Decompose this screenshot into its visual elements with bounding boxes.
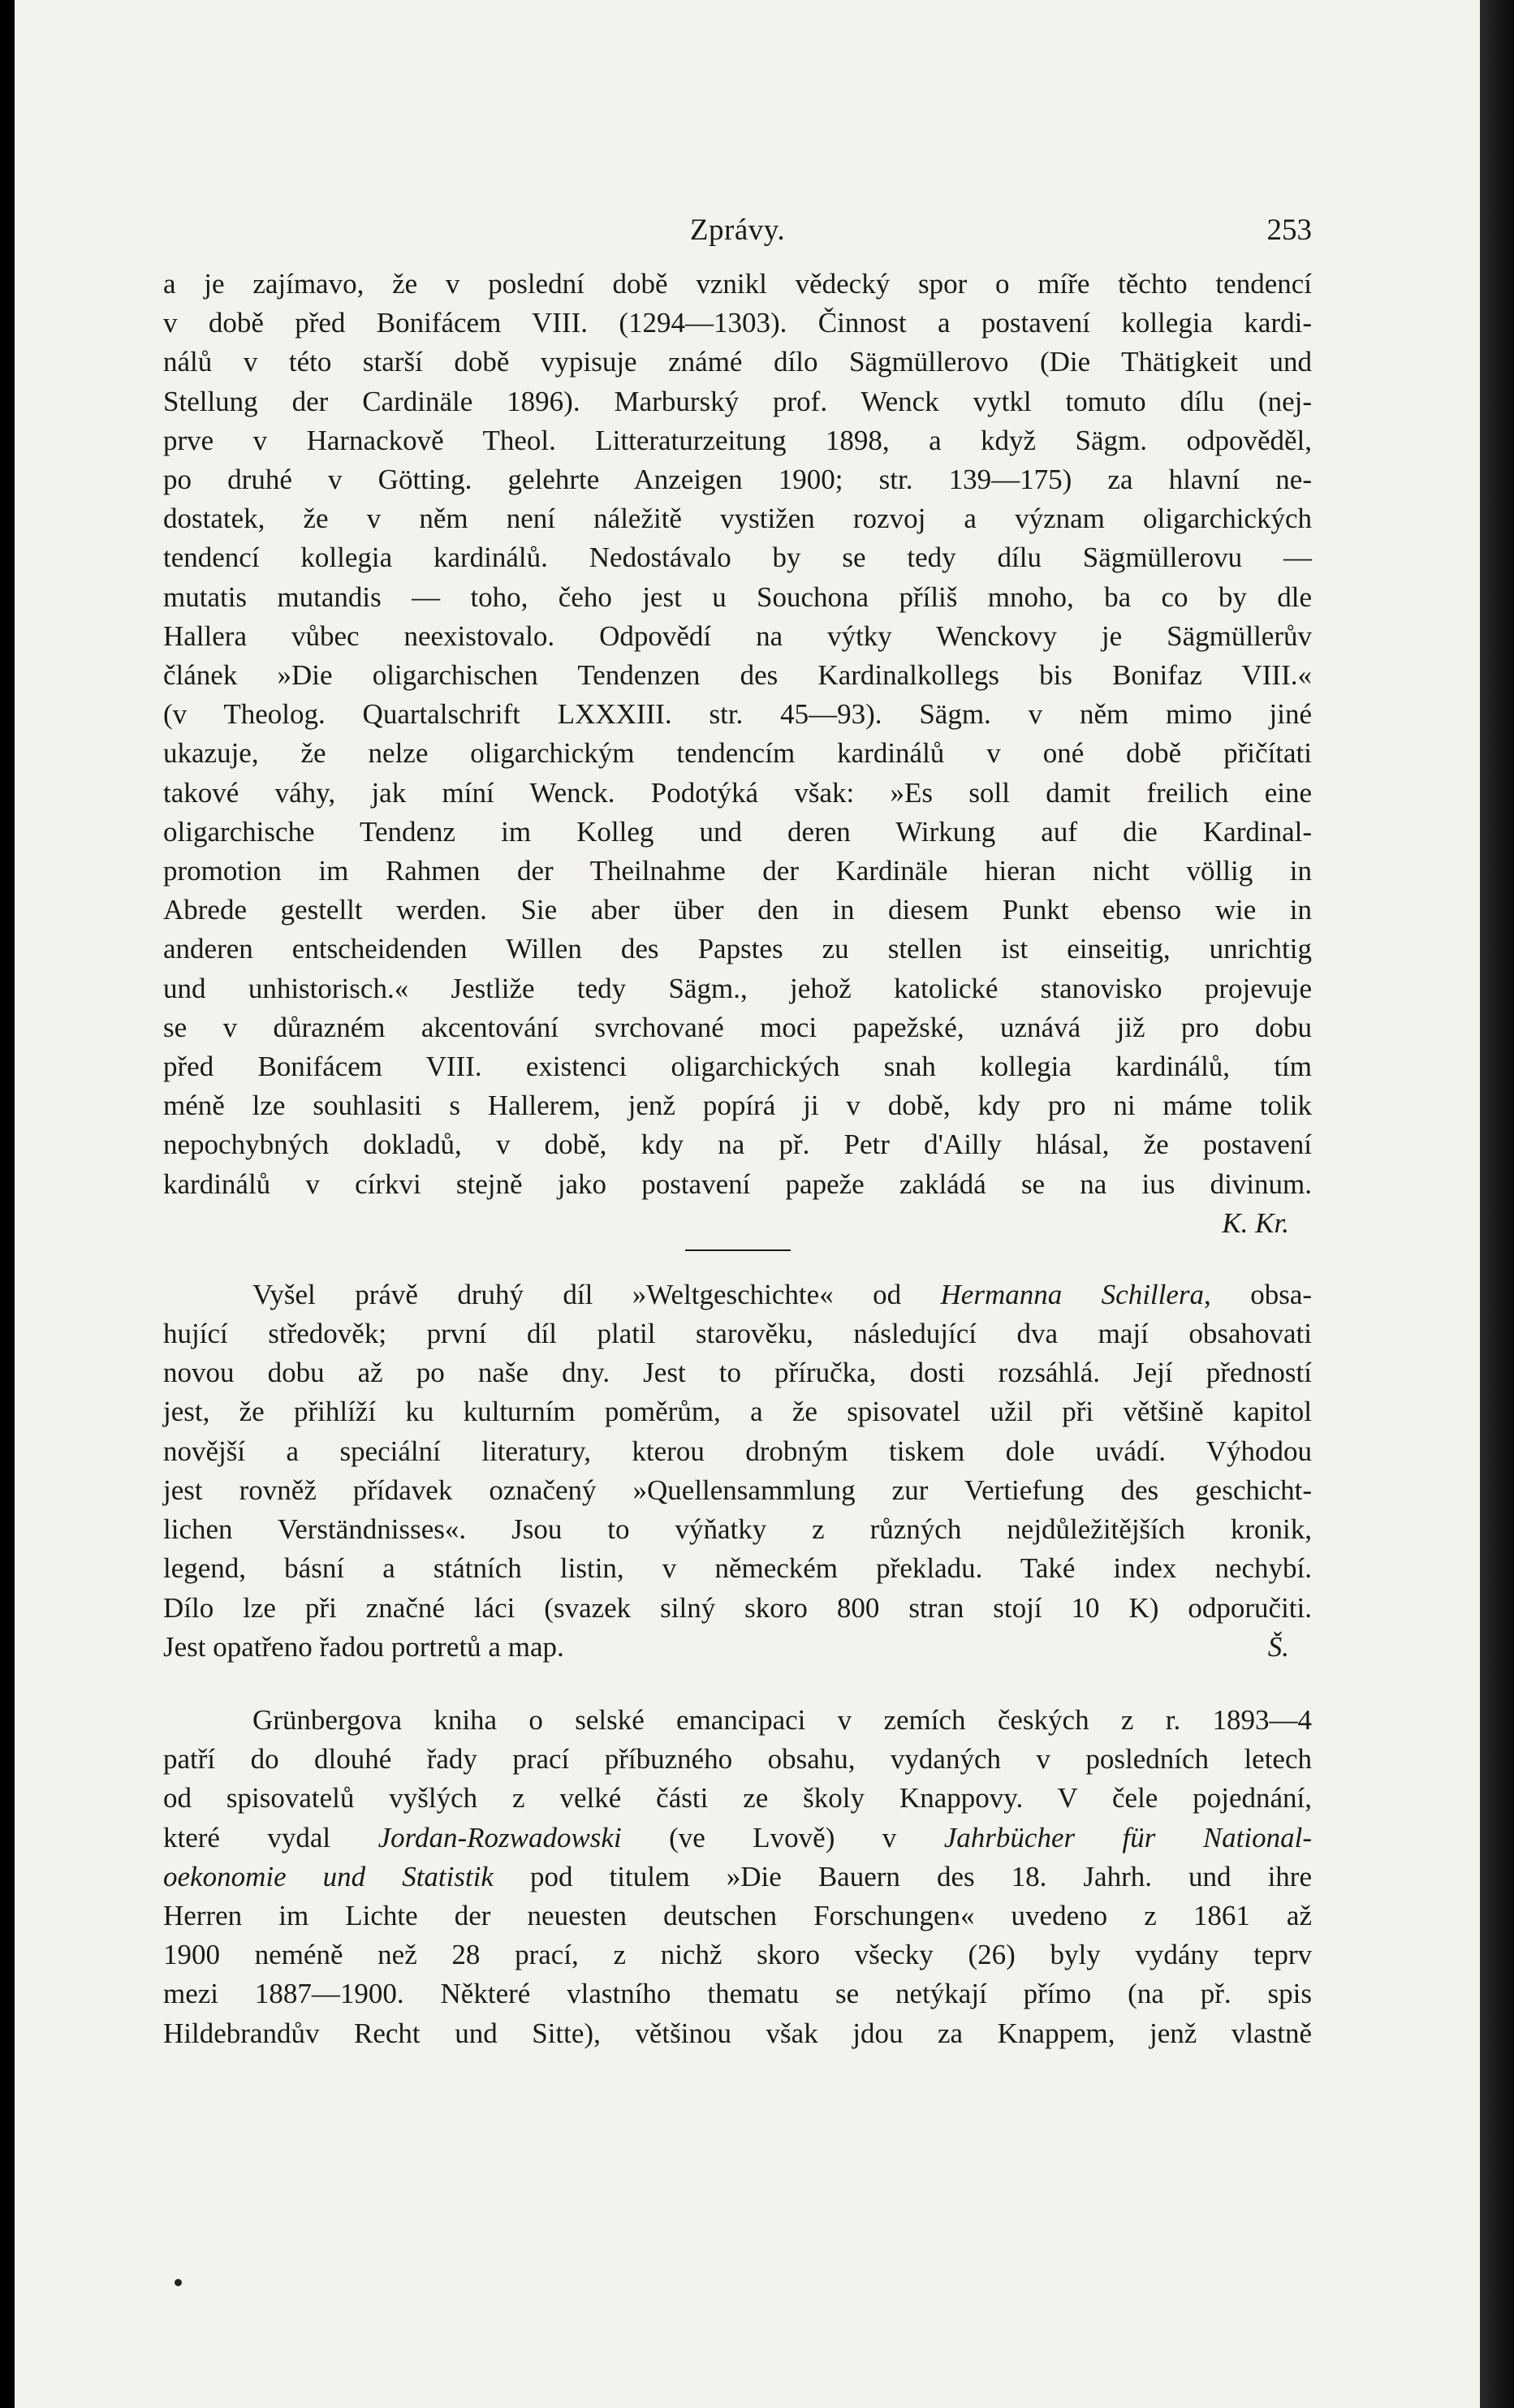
journal-title: Jahrbücher für National- [943, 1821, 1312, 1853]
text-line: Hildebrandův Recht und Sitte), většinou však jdou za Knappem, jenž vlastně [163, 2017, 1312, 2049]
paragraph-sagmuller [163, 265, 1312, 1243]
journal-title: oekonomie und Statistik [163, 1860, 494, 1892]
text-line: novější a speciální literatury, kterou drobným tiskem dole uvádí. Výhodou [163, 1435, 1312, 1467]
page-text [163, 213, 1312, 2053]
text-line: legend, básní a státních listin, v německém překladu. Také index nechybí. [163, 1552, 1312, 1585]
text-line: lichen Verständnisses«. Jsou to výňatky z různých nejdůležitějších kronik, [163, 1513, 1312, 1546]
text-line [163, 1628, 1312, 1667]
author-name: Hermanna Schillera [940, 1278, 1205, 1310]
page-number: 253 [1266, 214, 1312, 247]
signature-text: K. Kr. [1222, 1206, 1289, 1239]
paragraph-grunberg [163, 1701, 1312, 2053]
text-line: jest, že přihlíží ku kulturním poměrům, a že spisovatel užil při většině kapitol [163, 1396, 1312, 1428]
text-line: und unhistorisch.« Jestliže tedy Sägm., jehož katolické stanovisko projevuje [163, 972, 1312, 1004]
text-line: a je zajímavo, že v poslední době vznikl vědecký spor o míře těchto tendencí [163, 268, 1312, 300]
text-line: takové váhy, jak míní Wenck. Podotýká však: »Es soll damit freilich eine [163, 776, 1312, 809]
text-line: oligarchische Tendenz im Kolleg und deren Wirkung auf die Kardinal- [163, 815, 1312, 848]
text-line [163, 1275, 1312, 1314]
book-page [15, 0, 1480, 2408]
section-title: Zprávy. [689, 214, 786, 247]
text-segment: (ve Lvově) v [621, 1821, 944, 1853]
section-divider [685, 1249, 791, 1251]
text-line [163, 1819, 1312, 1858]
text-line: od spisovatelů vyšlých z velké části ze školy Knappovy. V čele pojednání, [163, 1782, 1312, 1815]
text-line: hující středověk; první díl platil starověku, následující dva mají obsahovati [163, 1318, 1312, 1350]
text-line: Abrede gestellt werden. Sie aber über den in diesem Punkt ebenso wie in [163, 894, 1312, 926]
text-line: anderen entscheidenden Willen des Papstes zu stellen ist einseitig, unrichtig [163, 933, 1312, 965]
book-binding-edge [1480, 0, 1514, 2408]
text-line: kardinálů v církvi stejně jako postavení papeže zakládá se na ius divinum. [163, 1167, 1312, 1200]
text-line: Hallera vůbec neexistovalo. Odpovědí na výtky Wenckovy je Sägmüllerův [163, 619, 1312, 652]
running-header [163, 213, 1312, 265]
text-line: (v Theolog. Quartalschrift LXXXIII. str. 45—93). Sägm. v něm mimo jiné [163, 698, 1312, 731]
signature: Š. [1267, 1630, 1289, 1663]
text-line: článek »Die oligarchischen Tendenzen des Kardinalkollegs bis Bonifaz VIII.« [163, 659, 1312, 692]
text-line: po druhé v Götting. gelehrte Anzeigen 1900; str. 139—175) za hlavní ne- [163, 464, 1312, 496]
paragraph-gap [163, 1667, 1312, 1701]
signature [163, 1204, 1312, 1243]
text-line: Stellung der Cardinäle 1896). Marburský prof. Wenck vytkl tomuto dílu (nej- [163, 385, 1312, 417]
text-line: před Bonifácem VIII. existenci oligarchických snah kollegia kardinálů, tím [163, 1051, 1312, 1083]
text-line: mezi 1887—1900. Některé vlastního thematu se netýkají přímo (na př. spis [163, 1978, 1312, 2010]
text-line [163, 1858, 1312, 1897]
text-line: méně lze souhlasiti s Hallerem, jenž popírá ji v době, kdy pro ni máme tolik [163, 1090, 1312, 1122]
text-segment: které vydal [163, 1821, 378, 1853]
text-line: Herren im Lichte der neuesten deutschen Forschungen« uvedeno z 1861 až [163, 1899, 1312, 1931]
text-line: 1900 neméně než 28 prací, z nichž skoro všecky (26) byly vydány teprv [163, 1939, 1312, 1971]
text-line: prve v Harnackově Theol. Litteraturzeitung 1898, a když Sägm. odpověděl, [163, 424, 1312, 456]
text-segment: , obsa- [1204, 1278, 1313, 1310]
text-line: jest rovněž přídavek označený »Quellensammlung zur Vertiefung des geschicht- [163, 1474, 1312, 1506]
text-line: v době před Bonifácem VIII. (1294—1303). Činnost a postavení kollegia kardi- [163, 307, 1312, 339]
text-line: Grünbergova kniha o selské emancipaci v zemích českých z r. 1893—4 [252, 1703, 1312, 1736]
ink-speck [175, 2279, 182, 2286]
text-segment: Vyšel právě druhý díl »Weltgeschichte« od [252, 1278, 941, 1310]
text-line: novou dobu až po naše dny. Jest to příručka, dosti rozsáhlá. Její předností [163, 1357, 1312, 1389]
editor-name: Jordan-Rozwadowski [377, 1821, 622, 1853]
text-segment: pod titulem »Die Bauern des 18. Jahrh. und ihre [493, 1860, 1312, 1892]
text-line: nepochybných dokladů, v době, kdy na př. Petr d'Ailly hlásal, že postavení [163, 1128, 1312, 1161]
text-line: ukazuje, že nelze oligarchickým tendencím kardinálů v oné době přičítati [163, 737, 1312, 770]
text-line: mutatis mutandis — toho, čeho jest u Souchona příliš mnoho, ba co by dle [163, 580, 1312, 613]
paragraph-schiller [163, 1275, 1312, 1667]
text-line: dostatek, že v něm není náležitě vystižen rozvoj a význam oligarchických [163, 503, 1312, 535]
text-line: Dílo lze při značné láci (svazek silný skoro 800 stran stojí 10 K) odporučiti. [163, 1591, 1312, 1624]
text-line: patří do dlouhé řady prací příbuzného obsahu, vydaných v posledních letech [163, 1743, 1312, 1776]
text-line: se v důrazném akcentování svrchované moci papežské, uznává již pro dobu [163, 1011, 1312, 1043]
text-line: tendencí kollegia kardinálů. Nedostávalo by se tedy dílu Sägmüllerovu — [163, 542, 1312, 574]
text-line: nálů v této starší době vypisuje známé dílo Sägmüllerovo (Die Thätigkeit und [163, 346, 1312, 378]
text-line: promotion im Rahmen der Theilnahme der Kardinäle hieran nicht völlig in [163, 855, 1312, 887]
text-segment: Jest opatřeno řadou portretů a map. [163, 1630, 564, 1663]
